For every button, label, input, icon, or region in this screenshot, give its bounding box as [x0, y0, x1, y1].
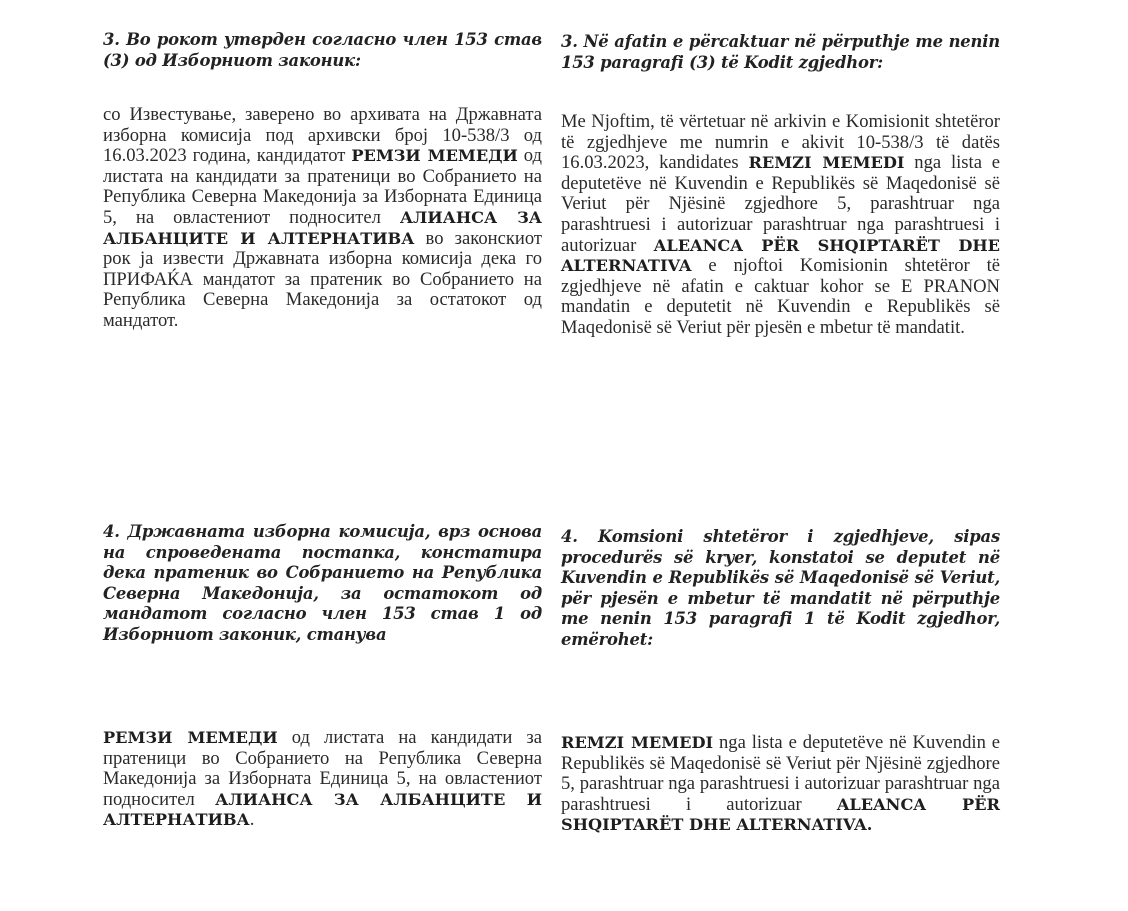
- section-3-heading-mk: 3. Во рокот утврден согласно член 153 став (3) од Изборниот законик:: [103, 30, 542, 70]
- section-4-heading-mk: 4. Државната изборна комисија, врз основа на спроведената постапка, констатира дека пратеник во Собранието на Република Северна Македонија, за остатокот од мандатот согласно член 153 став 1 од Изборниот законик, станува: [103, 522, 542, 644]
- candidate-name: REMZI MEMEDI: [748, 153, 905, 173]
- text: со Известување, заверено во архивата на Државната изборна комисија под архивски број 10-538/3 од 16.03.2023 година, кандидатот: [103, 104, 542, 167]
- cropped-text-fragment: [570, 0, 660, 4]
- text: nga lista e deputetëve në Kuvendin e Republikës së Maqedonisë së Veriut për Njësinë zgjedhore 5, parashtruar nga parashtruesi i autorizuar parashtruar nga parashtruesi i autorizuar: [561, 152, 1001, 256]
- text: nga lista e deputetëve në Kuvendin e Republikës së Maqedonisë së Veriut për Njësinë zgjedhore 5, parashtruar nga parashtruesi i autorizuar parashtruar nga parashtruesi i autorizuar: [561, 732, 1000, 815]
- party-name: АЛИАНСА ЗА АЛБАНЦИТЕ И АЛТЕРНАТИВА: [103, 789, 542, 830]
- party-name: ALEANCA PËR SHQIPTARËT DHE ALTERNATIVA.: [561, 794, 1000, 835]
- text: од листата на кандидати за пратеници во Собранието на Република Северна Македонија за Изборната Единица 5, на овластениот подносител: [103, 727, 542, 810]
- section-3-body-mk: [103, 105, 542, 332]
- section-3-heading-sq: 3. Në afatin e përcaktuar në përputhje me nenin 153 paragrafi (3) të Kodit zgjedhor:: [561, 32, 1000, 72]
- text: .: [249, 809, 255, 831]
- party-name: ALEANCA PËR SHQIPTARËT DHE ALTERNATIVA: [561, 235, 1000, 276]
- candidate-name: РЕМЗИ МЕМЕДИ: [351, 146, 518, 166]
- party-name: АЛИАНСА ЗА АЛБАНЦИТЕ И АЛТЕРНАТИВА: [103, 207, 542, 248]
- candidate-name: REMZI MEMEDI: [561, 733, 714, 752]
- text: Me Njoftim, të vërtetuar në arkivin e Komisionit shtetëror të zgjedhjeve me numrin e akivit 10-538/3 të datës 16.03.2023, kandidates: [561, 111, 1000, 174]
- text: од листата на кандидати за пратеници во Собранието на Република Северна Македонија за Изборната Единица 5, на овластениот подносител: [103, 145, 543, 228]
- section-3-body-sq: [561, 112, 1000, 339]
- section-4-body-sq: [561, 733, 1000, 836]
- text: во законскиот рок ја извести Државната изборна комисија дека го ПРИФАЌА мандатот за пратеник во Собранието на Република Северна Македонија за остатокот од мандатот.: [103, 227, 542, 331]
- candidate-name: РЕМЗИ МЕМЕДИ: [103, 728, 278, 747]
- section-4-heading-sq: 4. Komsioni shtetëror i zgjedhjeve, sipas procedurës së kryer, konstatoi se deputet në Kuvendin e Republikës së Maqedonisë së Veriut, për pjesën e mbetur të mandatit në përputhje me nenin 153 paragrafi 1 të Kodit zgjedhor, emërohet:: [561, 527, 1000, 649]
- text: e njoftoi Komisionin shtetëror të zgjedhjeve në afatin e caktuar kohor se E PRANON mandatin e deputetit në Kuvendin e Republikës së Maqedonisë së Veriut për pjesën e mbetur të mandatit.: [561, 255, 1000, 338]
- section-4-body-mk: [103, 728, 542, 831]
